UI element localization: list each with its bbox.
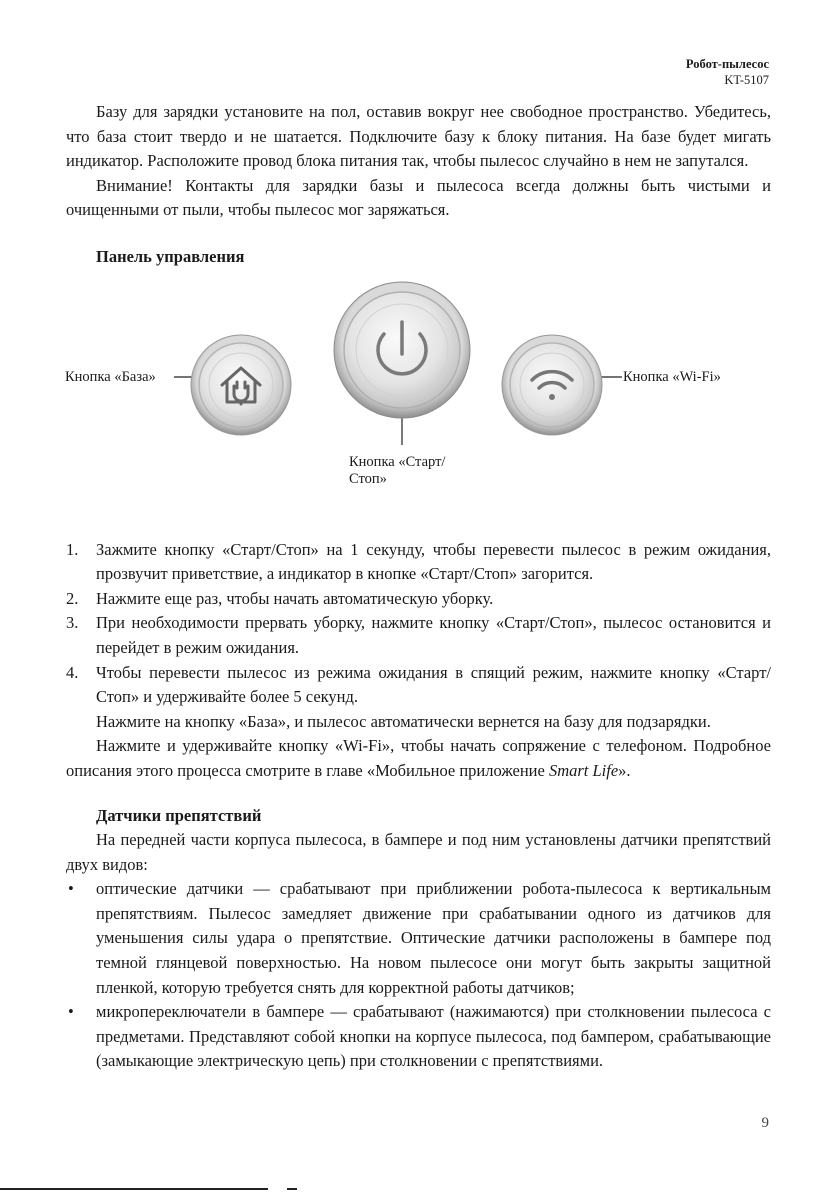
list-item: • оптические датчики — срабатывают при приближении робота-пылесоса к вертикальным препятствиям. Пылесос замедляет движение при срабатывании одного из датчиков для уменьшения силы удара о препятствие. Оптические датчики расположены в бампере под темной глянцевой поверхностью. На новом пылесосе они могут быть закрыты защитной пленкой, которую требуется снять для корректной работы датчиков; [68, 879, 771, 997]
header-title: Робот-пылесос [685, 57, 769, 71]
list-item: 2. Нажмите еще раз, чтобы начать автоматическую уборку. [66, 588, 494, 608]
sensors-intro: На передней части корпуса пылесоса, в бампере и под ним установлены датчики препятствий двух видов: [66, 830, 771, 874]
wifi-pairing-paragraph: Нажмите и удерживайте кнопку «Wi-Fi», чтобы начать сопряжение с телефоном. Подробное описания этого процесса смотрите в главе «Мобильное приложение Smart Life». [66, 736, 771, 780]
intro-paragraph-2: Внимание! Контакты для зарядки базы и пылесоса всегда должны быть чистыми и очищенными от пыли, чтобы пылесос мог заряжаться. [66, 175, 771, 220]
list-item: • микропереключатели в бампере — срабатывают (нажимаются) при столкновении пылесоса с предметами. Представляют собой кнопки на корпусе пылесоса, под бампером, срабатывающие (замыкающие электрическую цепь) при столкновении с препятствиями. [68, 1002, 771, 1071]
page-header [686, 56, 769, 88]
page-number: 9 [761, 1115, 769, 1131]
control-panel-figure [66, 278, 771, 538]
base-button-label: Кнопка «База» [65, 368, 156, 385]
wifi-button-label: Кнопка «Wi-Fi» [623, 368, 721, 385]
start-stop-label-line2: Стоп» [349, 470, 387, 487]
footer-dash [287, 1188, 297, 1190]
panel-heading: Панель управления [96, 246, 245, 266]
list-item: 4. Чтобы перевести пылесос из режима ожидания в спящий режим, нажмите кнопку «Старт/Стоп» и удерживайте более 5 секунд. [66, 662, 771, 707]
list-item: 1. Зажмите кнопку «Старт/Стоп» на 1 секунду, чтобы перевести пылесос в режим ожидания, прозвучит приветствие, а индикатор в кнопке «Старт/Стоп» загорится. [66, 539, 771, 584]
header-model: KT-5107 [724, 73, 769, 87]
start-stop-button[interactable] [334, 282, 470, 418]
sensors-list [66, 877, 771, 1074]
intro-paragraph-1: Базу для зарядки установите на пол, оставив вокруг нее свободное пространство. Убедитесь, что база стоит твердо и не шатается. Подключите базу к блоку питания. На базе будет мигать индикатор. Расположите провод блока питания так, чтобы пылесос случайно в нем не запутался. [66, 102, 771, 171]
base-return-paragraph: Нажмите на кнопку «База», и пылесос автоматически вернется на базу для подзарядки. [96, 711, 711, 731]
steps-list [66, 538, 771, 710]
start-stop-label-line1: Кнопка «Старт/ [349, 453, 446, 470]
footer-rule [0, 1188, 268, 1190]
page-content [66, 100, 771, 1074]
sensors-heading: Датчики препятствий [96, 805, 262, 825]
base-button[interactable] [191, 335, 291, 435]
control-panel-illustration [66, 278, 771, 538]
list-item: 3. При необходимости прервать уборку, нажмите кнопку «Старт/Стоп», пылесос остановится и перейдет в режим ожидания. [66, 613, 771, 657]
wifi-button[interactable] [502, 335, 602, 435]
